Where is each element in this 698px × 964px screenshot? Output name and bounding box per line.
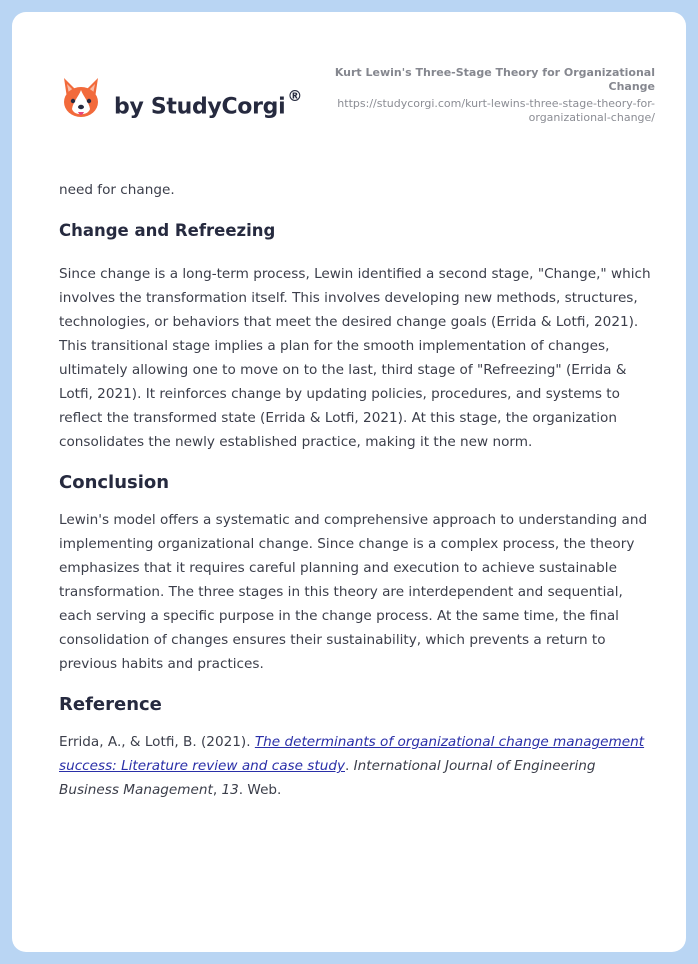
registered-mark: ® — [287, 86, 303, 105]
brand-name: by StudyCorgi ® — [114, 86, 303, 120]
reference-journal: International Journal of Engineering Business Management — [59, 758, 596, 798]
document-page — [12, 12, 686, 952]
heading-reference: Reference — [59, 694, 162, 715]
reference-tail: . Web. — [238, 782, 282, 798]
intro-fragment: need for change. — [59, 182, 175, 198]
heading-conclusion: Conclusion — [59, 472, 170, 493]
document-title: Kurt Lewin's Three-Stage Theory for Organizational Change — [334, 66, 655, 93]
paragraph-conclusion: Lewin's model offers a systematic and comprehensive approach to understanding and implementing organizational change. Since change is a complex process, the theory emphasizes that it requires careful planning and execution to achieve sustainable transformation. The three stages in this theory are interdependent and sequential, each serving a specific purpose in the change process. At the same time, the final consolidation of changes ensures their sustainability, which prevents a return to previous habits and practices. — [59, 512, 648, 672]
heading-change-and-refreezing: Change and Refreezing — [59, 221, 276, 240]
studycorgi-logo[interactable] — [60, 76, 302, 122]
reference-separator: , — [212, 782, 222, 798]
article-body — [59, 178, 659, 802]
document-url[interactable]: https://studycorgi.com/kurt-lewins-three-stage-theory-for-organizational-change/ — [337, 97, 655, 124]
reference-separator: . — [345, 758, 354, 774]
reference-article-link[interactable]: The determinants of organizational change management success: Literature review and case study — [59, 734, 645, 774]
document-meta — [315, 66, 655, 125]
reference-volume: 13 — [221, 782, 239, 798]
corgi-icon — [60, 76, 102, 122]
reference-entry — [59, 730, 659, 802]
reference-authors: Errida, A., & Lotfi, B. (2021). — [59, 734, 255, 750]
paragraph-change-and-refreezing: Since change is a long-term process, Lewin identified a second stage, "Change," which involves the transformation itself. This involves developing new methods, structures, technologies, or behaviors that meet the desired change goals (Errida & Lotfi, 2021). This transitional stage implies a plan for the smooth implementation of changes, ultimately allowing one to move on to the last, third stage of "Refreezing" (Errida & Lotfi, 2021). It reinforces change by updating policies, procedures, and systems to reflect the transformed state (Errida & Lotfi, 2021). At this stage, the organization consolidates the newly established practice, making it the new norm. — [59, 266, 651, 450]
